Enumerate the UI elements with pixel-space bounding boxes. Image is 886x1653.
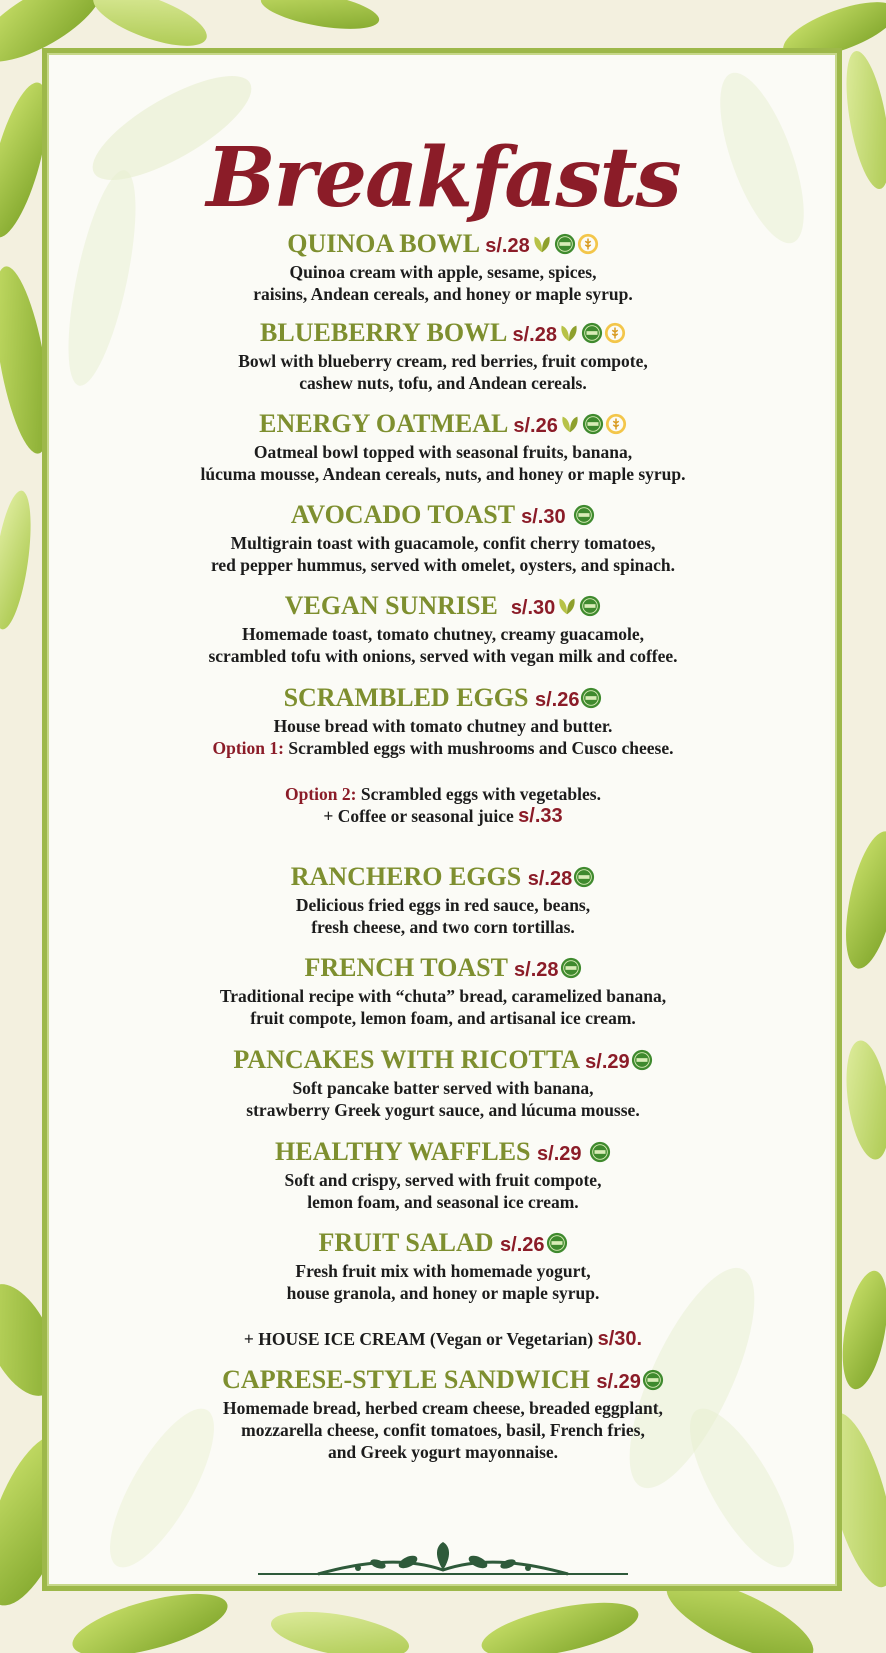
item-title-line — [0, 1045, 886, 1077]
item-name: VEGAN SUNRISE — [284, 591, 498, 620]
menu-item-avocado-toast — [0, 500, 886, 576]
vegan-leaf-icon — [556, 595, 578, 617]
vegetarian-100-icon — [642, 1369, 664, 1391]
item-name: HEALTHY WAFFLES — [275, 1137, 531, 1166]
item-description: Homemade bread, herbed cream cheese, breaded eggplant, — [223, 1398, 663, 1418]
item-title-line — [0, 409, 886, 441]
item-description: red pepper hummus, served with omelet, oysters, and spinach. — [210, 555, 676, 575]
item-description: Oatmeal bowl topped with seasonal fruits, banana, — [253, 442, 633, 462]
item-title-line — [0, 1228, 886, 1260]
vegetarian-100-icon — [581, 322, 603, 344]
extra-line — [0, 805, 886, 827]
menu-title: Breakfasts — [206, 130, 680, 226]
item-name: BLUEBERRY BOWL — [260, 318, 506, 347]
extra-price: s/.33 — [518, 805, 563, 827]
item-title-line — [0, 500, 886, 532]
item-price: s/.28 — [485, 235, 530, 257]
item-description: raisins, Andean cereals, and honey or maple syrup. — [253, 284, 633, 304]
vegetarian-100-icon — [573, 504, 595, 526]
menu-item-fruit-salad — [0, 1228, 886, 1350]
option-label: Option 2: — [285, 784, 357, 804]
item-price: s/.30 — [510, 597, 556, 619]
item-name: SCRAMBLED EGGS — [283, 683, 529, 712]
vegetarian-100-icon — [582, 413, 604, 435]
item-price: s/.29 — [537, 1143, 582, 1165]
item-description: cashew nuts, tofu, and Andean cereals. — [299, 373, 587, 393]
item-name: AVOCADO TOAST — [290, 500, 515, 529]
item-title-line — [0, 953, 886, 985]
item-title-line — [0, 683, 886, 715]
item-description: Delicious fried eggs in red sauce, beans, — [295, 895, 591, 915]
extra-price: s/30 — [597, 1328, 637, 1350]
item-description: strawberry Greek yogurt sauce, and lúcuma mousse. — [246, 1100, 640, 1120]
item-price: s/.26 — [500, 1234, 545, 1256]
item-name: FRUIT SALAD — [318, 1228, 494, 1257]
item-description: Multigrain toast with guacamole, confit cherry tomatoes, — [230, 533, 656, 553]
item-title-line — [0, 1365, 886, 1397]
item-description: Homemade toast, tomato chutney, creamy guacamole, — [241, 624, 645, 644]
menu-item-pancakes-with-ricotta — [0, 1045, 886, 1121]
gluten-free-icon — [604, 322, 626, 344]
option-label: Option 1: — [212, 738, 284, 758]
extra-text: + HOUSE ICE CREAM (Vegan or Vegetarian) — [243, 1329, 598, 1349]
menu-item-healthy-waffles — [0, 1137, 886, 1213]
item-description: Fresh fruit mix with homemade yogurt, — [295, 1261, 591, 1281]
item-name: CAPRESE-STYLE SANDWICH — [222, 1365, 590, 1394]
item-price: s/.30 — [521, 506, 566, 528]
item-description: and Greek yogurt mayonnaise. — [327, 1442, 559, 1462]
menu-item-energy-oatmeal — [0, 409, 886, 485]
item-description: Traditional recipe with “chuta” bread, caramelized banana, — [219, 986, 667, 1006]
menu-item-quinoa-bowl — [0, 229, 886, 305]
item-description: House bread with tomato chutney and butter. — [273, 716, 613, 736]
extra-end: . — [636, 1328, 643, 1350]
menu-item-french-toast — [0, 953, 886, 1029]
vegetarian-100-icon — [573, 866, 595, 888]
item-name: FRENCH TOAST — [304, 953, 508, 982]
decorative-ornament-icon — [258, 1540, 628, 1582]
menu-item-ranchero-eggs — [0, 862, 886, 938]
item-title-line — [0, 1137, 886, 1169]
item-name: QUINOA BOWL — [287, 229, 479, 258]
extra-line — [0, 1328, 886, 1350]
vegan-leaf-icon — [558, 322, 580, 344]
item-description: Bowl with blueberry cream, red berries, fruit compote, — [238, 351, 648, 371]
item-title-line — [0, 229, 886, 261]
vegetarian-100-icon — [579, 595, 601, 617]
item-description: Soft pancake batter served with banana, — [292, 1078, 594, 1098]
item-price: s/.26 — [513, 415, 558, 437]
gluten-free-icon — [605, 413, 627, 435]
extra-text: + Coffee or seasonal juice — [323, 806, 519, 826]
menu-item-scrambled-eggs — [0, 683, 886, 827]
item-title-line — [0, 591, 886, 623]
item-description: fruit compote, lemon foam, and artisanal ice cream. — [250, 1008, 636, 1028]
item-price: s/.26 — [534, 689, 580, 711]
item-description: Soft and crispy, served with fruit compote, — [284, 1170, 602, 1190]
item-name: PANCAKES WITH RICOTTA — [233, 1045, 579, 1074]
option-text: Scrambled eggs with mushrooms and Cusco cheese. — [283, 738, 674, 758]
item-description: Quinoa cream with apple, sesame, spices, — [289, 262, 597, 282]
option-2-line — [0, 783, 886, 805]
item-description: lemon foam, and seasonal ice cream. — [307, 1192, 579, 1212]
item-description: lúcuma mousse, Andean cereals, nuts, and honey or maple syrup. — [200, 464, 686, 484]
menu-item-blueberry-bowl — [0, 318, 886, 394]
item-price: s/.29 — [596, 1371, 641, 1393]
vegetarian-100-icon — [546, 1232, 568, 1254]
item-description: scrambled tofu with onions, served with vegan milk and coffee. — [208, 646, 678, 666]
item-price: s/.28 — [512, 324, 557, 346]
item-description: fresh cheese, and two corn tortillas. — [311, 917, 575, 937]
vegetarian-100-icon — [580, 687, 602, 709]
item-name: RANCHERO EGGS — [290, 862, 522, 891]
vegan-leaf-icon — [531, 233, 553, 255]
item-title-line — [0, 862, 886, 894]
item-description: mozzarella cheese, confit tomatoes, basil, French fries, — [241, 1420, 645, 1440]
vegetarian-100-icon — [589, 1141, 611, 1163]
gluten-free-icon — [577, 233, 599, 255]
option-text: Scrambled eggs with vegetables. — [356, 784, 601, 804]
vegetarian-100-icon — [560, 957, 582, 979]
item-name: ENERGY OATMEAL — [259, 409, 507, 438]
vegan-leaf-icon — [559, 413, 581, 435]
vegetarian-100-icon — [631, 1049, 653, 1071]
item-price: s/.28 — [514, 959, 559, 981]
option-1-line — [0, 737, 886, 759]
item-description: house granola, and honey or maple syrup. — [286, 1283, 600, 1303]
item-title-line — [0, 318, 886, 350]
item-price: s/.28 — [527, 868, 573, 890]
menu-item-vegan-sunrise — [0, 591, 886, 667]
item-price: s/.29 — [585, 1051, 630, 1073]
menu-item-caprese-style-sandwich — [0, 1365, 886, 1463]
vegetarian-100-icon — [554, 233, 576, 255]
